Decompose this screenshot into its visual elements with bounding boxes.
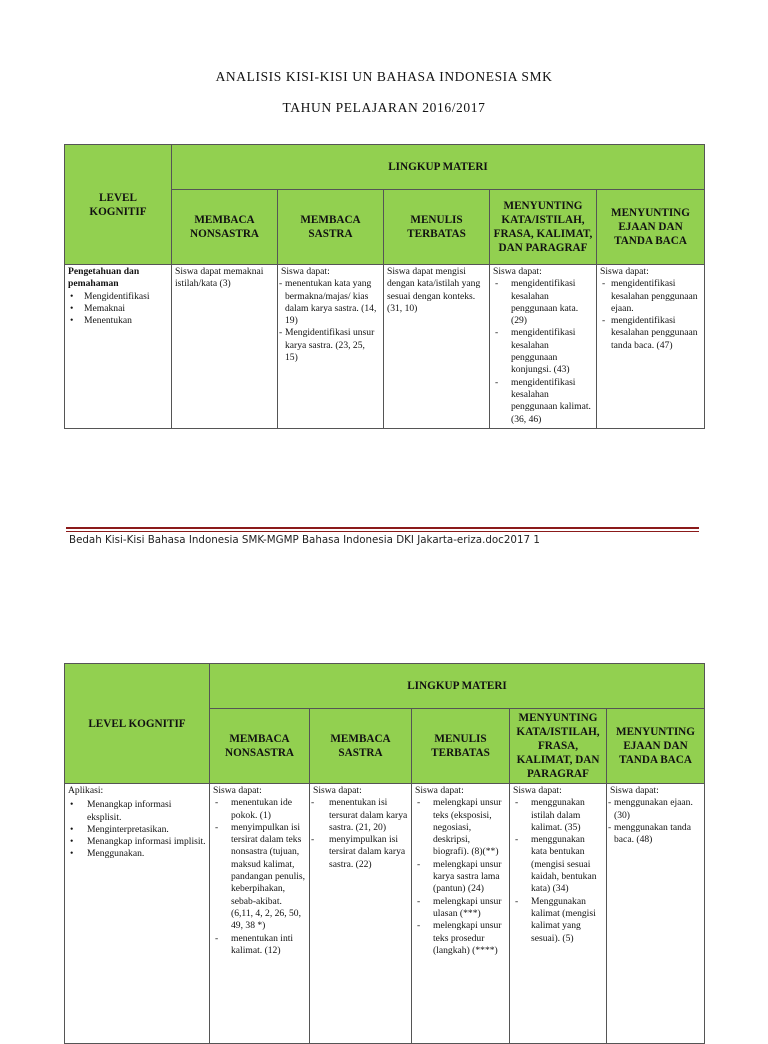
list-item: • Menginterpretasikan. <box>68 824 206 836</box>
document-subtitle: TAHUN PELAJARAN 2016/2017 <box>282 100 486 115</box>
list-item: - mengidentifikasi kesalahan penggunaan kata. (29) <box>493 278 593 327</box>
list-item: - menentukan ide pokok. (1) <box>213 797 306 822</box>
cell-intro: Siswa dapat: <box>610 785 659 796</box>
footer-rule-thick <box>66 527 699 529</box>
kisi-kisi-table-2 <box>64 663 705 1044</box>
cell-intro: Siswa dapat: <box>213 785 262 796</box>
list-item: - menggunakan tanda baca. (48) <box>610 822 701 847</box>
list-item: - mengidentifikasi kesalahan penggunaan ejaan. <box>600 278 701 315</box>
cell-text: Siswa dapat memaknai istilah/kata (3) <box>175 266 264 290</box>
list-item: - Menggunakan kalimat (mengisi kalimat yang sesuai). (5) <box>513 896 603 945</box>
col-membaca-nonsastra: MEMBACA NONSASTRA <box>210 709 310 784</box>
nonsastra-cell <box>210 784 310 1044</box>
level-kognitif-header: LEVEL KOGNITIF <box>65 145 172 265</box>
cell-text: Siswa dapat mengisi dengan kata/istilah yang sesuai dengan konteks. (31, 10) <box>387 266 481 314</box>
list-item: - mengidentifikasi kesalahan penggunaan kalimat. (36, 46) <box>493 377 593 426</box>
list-item: • Menangkap informasi implisit. <box>68 836 206 848</box>
list-item: - menggunakan ejaan. (30) <box>610 797 701 822</box>
level-list <box>68 799 206 860</box>
sastra-cell <box>310 784 412 1044</box>
list-item: - melengkapi unsur teks (eksposisi, negosiasi, deskripsi, biografi). (8)(**) <box>415 797 506 858</box>
list-item: - melengkapi unsur teks prosedur (langkah) (****) <box>415 920 506 957</box>
list-item: - mengidentifikasi kesalahan penggunaan tanda baca. (47) <box>600 315 701 352</box>
level-cell <box>65 784 210 1044</box>
document-title: ANALISIS KISI-KISI UN BAHASA INDONESIA SMK <box>215 69 553 84</box>
list-item: - menentukan inti kalimat. (12) <box>213 933 306 958</box>
list-item: - menyimpulkan isi tersirat dalam karya sastra. (22) <box>313 834 408 871</box>
level-title: Aplikasi: <box>68 785 104 796</box>
kisi-kisi-table-1 <box>64 144 705 429</box>
ejaan-cell <box>597 265 705 429</box>
lingkup-materi-header: LINGKUP MATERI <box>210 664 705 709</box>
list-item: • Menangkap informasi eksplisit. <box>68 799 206 824</box>
menulis-cell <box>384 265 490 429</box>
page-footer: Bedah Kisi-Kisi Bahasa Indonesia SMK-MGMP Bahasa Indonesia DKI Jakarta-eriza.doc2017 1 <box>69 534 540 546</box>
cell-intro: Siswa dapat: <box>513 785 562 796</box>
col-membaca-sastra: MEMBACA SASTRA <box>278 190 384 265</box>
list-item: - Mengidentifikasi unsur karya sastra. (23, 25, 15) <box>281 327 380 364</box>
level-title: Pengetahuan dan pemahaman <box>68 266 140 290</box>
cell-intro: Siswa dapat: <box>600 266 649 277</box>
col-menyunting-ejaan: MENYUNTING EJAAN DAN TANDA BACA <box>597 190 705 265</box>
col-menyunting-kata: MENYUNTING KATA/ISTILAH, FRASA, KALIMAT, DAN PARAGRAF <box>490 190 597 265</box>
cell-intro: Siswa dapat: <box>493 266 542 277</box>
list-item: - melengkapi unsur karya sastra lama (pantun) (24) <box>415 859 506 896</box>
kata-cell <box>490 265 597 429</box>
menulis-cell <box>412 784 510 1044</box>
list-item: - menentukan kata yang bermakna/majas/ kias dalam karya sastra. (14, 19) <box>281 278 380 327</box>
list-item: • Memaknai <box>68 303 168 315</box>
list-item: • Menentukan <box>68 315 168 327</box>
list-item: - menggunakan istilah dalam kalimat. (35) <box>513 797 603 834</box>
col-membaca-nonsastra: MEMBACA NONSASTRA <box>172 190 278 265</box>
cell-intro: Siswa dapat: <box>313 785 362 796</box>
footer-rule-thin <box>66 531 699 532</box>
lingkup-materi-header: LINGKUP MATERI <box>172 145 705 190</box>
col-menulis-terbatas: MENULIS TERBATAS <box>384 190 490 265</box>
level-list <box>68 291 168 328</box>
level-kognitif-header: LEVEL KOGNITIF <box>65 664 210 784</box>
list-item: - menggunakan kata bentukan (mengisi sesuai kaidah, bentukan kata) (34) <box>513 834 603 895</box>
level-cell <box>65 265 172 429</box>
col-membaca-sastra: MEMBACA SASTRA <box>310 709 412 784</box>
nonsastra-cell <box>172 265 278 429</box>
list-item: - menyimpulkan isi tersirat dalam teks nonsastra (tujuan, maksud kalimat, pandangan penulis, keberpihakan, sebab-akibat. (6,11, 4, 2, 26, 50, 49, 38 *) <box>213 822 306 933</box>
list-item: - menentukan isi tersurat dalam karya sastra. (21, 20) <box>313 797 408 834</box>
list-item: - mengidentifikasi kesalahan penggunaan konjungsi. (43) <box>493 327 593 376</box>
col-menyunting-ejaan: MENYUNTING EJAAN DAN TANDA BACA <box>607 709 705 784</box>
cell-intro: Siswa dapat: <box>415 785 464 796</box>
list-item: • Mengidentifikasi <box>68 291 168 303</box>
kata-cell <box>510 784 607 1044</box>
col-menyunting-kata: MENYUNTING KATA/ISTILAH, FRASA, KALIMAT, DAN PARAGRAF <box>510 709 607 784</box>
list-item: - melengkapi unsur ulasan (***) <box>415 896 506 921</box>
ejaan-cell <box>607 784 705 1044</box>
cell-intro: Siswa dapat: <box>281 266 330 277</box>
list-item: • Menggunakan. <box>68 848 206 860</box>
sastra-cell <box>278 265 384 429</box>
col-menulis-terbatas: MENULIS TERBATAS <box>412 709 510 784</box>
